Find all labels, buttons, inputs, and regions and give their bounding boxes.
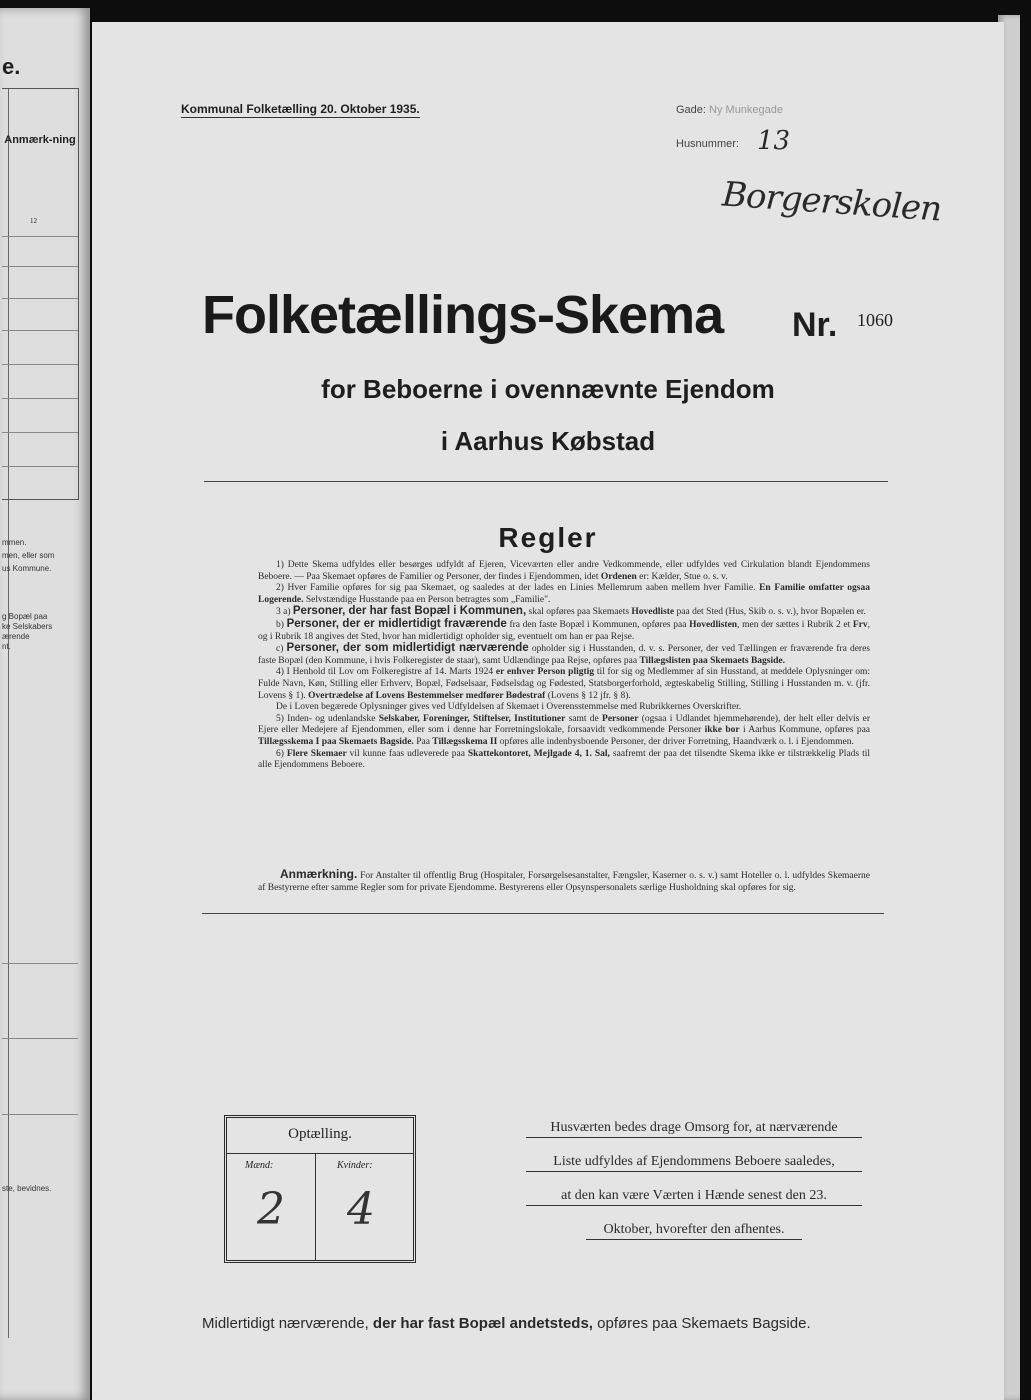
left-row-line	[2, 1038, 78, 1039]
men-label: Mænd:	[245, 1160, 274, 1171]
count-title: Optælling.	[288, 1126, 352, 1142]
left-row-line	[2, 364, 78, 365]
left-fragment: men, eller som	[2, 551, 55, 560]
census-header: Kommunal Folketælling 20. Oktober 1935.	[181, 102, 420, 116]
footer-note	[202, 1315, 811, 1332]
house-number-value: 13	[757, 126, 791, 156]
left-row-line	[2, 398, 78, 399]
divider	[202, 913, 884, 914]
men-count: 2	[257, 1184, 285, 1235]
notice-line-3: at den kan være Værten i Hænde senest den 23.	[526, 1188, 862, 1206]
form-title: Folketællings-Skema	[202, 285, 724, 345]
rule-4: 4) I Henhold til Lov om Folkeregistre af 14. Marts 1924 er enhver Person pligtig til for sig og Medlemmer af sin Husstand, at meddele Oplysninger om: Fulde Navn, Køn, Stilling eller Erhverv, Bopæl, Fødselsaar, Fødselsdag og Fødested, Statsborgerforhold, ægteskabelig Stilling, Stilling i Husstanden m. v. (jfr. Lovens § 1). Overtrædelse af Lovens Bestemmelser medfører Bødestraf (Lovens § 12 jfr. § 8).	[258, 667, 871, 701]
column-number: 12	[30, 217, 37, 225]
notice-line-1: Husværten bedes drage Omsorg for, at nærværende	[526, 1120, 862, 1138]
notice-line-4: Oktober, hvorefter den afhentes.	[586, 1222, 802, 1240]
women-label: Kvinder:	[337, 1160, 373, 1171]
street-line	[676, 104, 783, 116]
house-number-label: Husnummer:	[676, 138, 739, 150]
footer-bold: der har fast Bopæl andetsteds,	[372, 1315, 593, 1332]
census-form-page	[92, 22, 1004, 1400]
left-fragment: ke Selskabers	[2, 622, 53, 631]
rules-body	[258, 560, 870, 772]
left-row-line	[2, 330, 78, 331]
rule-2: 2) Hver Familie opføres for sig paa Skemaet, og saaledes at der lades en Linies Mellemrum aaben mellem hver Familie. En Familie omfatter ogsaa Logerende. Selvstændige Husstande paa en Person betragtes som „Familie".	[258, 583, 870, 605]
annotation-text: For Anstalter til offentlig Brug (Hospitaler, Forsørgelsesanstalter, Fængsler, Kaserner o. s. v.) samt Hoteller o. l. udfyldes Skemaerne af Bestyrerne efter samme Regler som for private Ejendomme. Bestyrerens eller Opsynspersonalets særlige Husholdning skal opføres for sig.	[258, 871, 870, 893]
rule-3c: c) Personer, der som midlertidigt nærværende opholder sig i Husstanden, d. v. s. Personer, der ved Tællingen er fraværende fra deres faste Bopæl (den Kommune, i hvis Folkeregister de staar), samt Udlændinge paa Rejse, opføres paa Tillægslisten paa Skemaets Bagside.	[258, 642, 870, 666]
rule-3b: b) Personer, der er midlertidigt fraværende fra den faste Bopæl i Kommunen, opføres paa Hovedlisten, men der sættes i Rubrik 2 et Frv, og i Rubrik 18 angives det Sted, hvor han midlertidigt opholder sig, eventuelt om han er paa Rejse.	[258, 617, 871, 642]
left-row-line	[2, 432, 78, 433]
rule-3a: 3 a) Personer, der har fast Bopæl i Kommunen, skal opføres paa Skemaets Hovedliste paa det Sted (Hus, Skib o. s. v.), hvor Bopælen er.	[276, 605, 866, 618]
left-row-line	[2, 236, 78, 237]
left-row-line	[2, 266, 78, 267]
form-number-value: 1060	[857, 310, 893, 330]
count-box-rule	[227, 1153, 413, 1154]
left-row-line	[2, 298, 78, 299]
left-row-line	[2, 466, 78, 467]
footer-pre: Midlertidigt nærværende,	[202, 1315, 369, 1332]
left-page-heading: e.	[2, 54, 21, 79]
handwritten-signature: Borgerskolen	[720, 174, 943, 230]
subtitle-line-2: i Aarhus Købstad	[440, 426, 656, 456]
left-fragment: mmen.	[2, 538, 27, 547]
street-label: Gade:	[676, 104, 706, 116]
left-fragment: g Bopæl paa	[2, 612, 48, 621]
rule-4b: De i Loven begærede Oplysninger gives ved Udfyldelsen af Skemaet i Overensstemmelse med Rubrikkernes Overskrifter.	[276, 702, 742, 713]
form-number-label: Nr.	[792, 306, 838, 344]
rules-heading: Regler	[498, 522, 598, 553]
house-number-line	[676, 138, 739, 150]
rule-6: 6) Flere Skemaer vil kunne faas udleverede paa Skattekontoret, Mejlgade 4, 1. Sal, saafremt der paa det tilsendte Skema ikke er tilstrækkelig Plads til alle Ejendommens Beboere.	[258, 748, 870, 771]
footer-post: opføres paa Skemaets Bagside.	[597, 1315, 811, 1332]
divider	[204, 481, 888, 482]
left-fragment: ærende	[2, 632, 30, 641]
left-row-line	[2, 1114, 78, 1115]
left-fragment: ste, bevidnes.	[2, 1184, 52, 1193]
street-value: Ny Munkegade	[709, 104, 784, 116]
notice-line-2: Liste udfyldes af Ejendommens Beboere saaledes,	[526, 1154, 862, 1172]
annotation-note	[258, 869, 870, 895]
subtitle-line-1: for Beboerne i ovennævnte Ejendom	[321, 374, 775, 404]
anmaerkning-column	[2, 88, 79, 500]
annotation-label: Anmærkning.	[280, 867, 358, 881]
count-box-divider	[315, 1153, 316, 1260]
rule-5: 5) Inden- og udenlandske Selskaber, Foreninger, Stiftelser, Institutioner samt de Personer (ogsaa i Udlandet hjemmehørende), der helt eller delvis er Ejere eller Medejere af Ejendommen, eller som i denne har Forretningslokale, forsaavidt vedkommende Personer ikke bor i Aarhus Kommune, opføres paa Tillægsskema I paa Skemaets Bagside. Paa Tillægsskema II opføres alle indenbysboende Personer, der driver Forretning, Haandværk o. l. i Ejendommen.	[258, 713, 870, 747]
column-title: Anmærk-ning	[4, 134, 76, 146]
left-fragment: us Kommune.	[2, 564, 52, 573]
left-fragment: nt.	[2, 642, 11, 651]
left-row-line	[2, 963, 78, 964]
left-facing-page	[0, 8, 90, 1400]
rule-1: 1) Dette Skema udfyldes eller besørges udfyldt af Ejeren, Viceværten eller andre Vedkommende, eller udfyldes ved Cirkulation blandt Ejendommens Beboere. — Paa Skemaet opføres de Familier og Personer, der findes i Ejendommen, idet Ordenen er: Kælder, Stue o. s. v.	[258, 560, 870, 582]
count-box	[224, 1115, 416, 1263]
women-count: 4	[347, 1184, 375, 1235]
